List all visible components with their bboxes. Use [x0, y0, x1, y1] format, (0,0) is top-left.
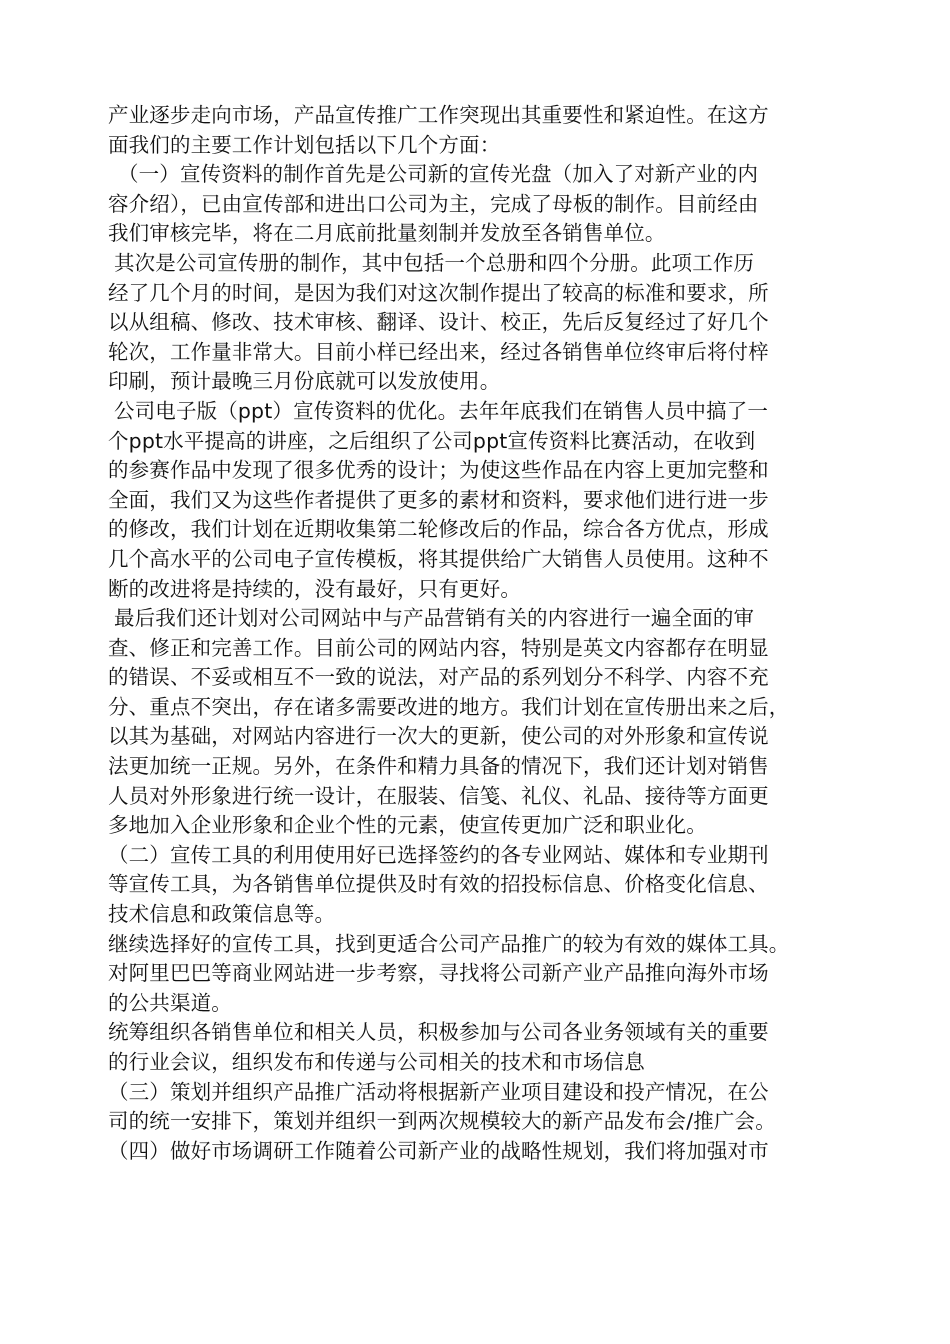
- text-line: 经了几个月的时间，是因为我们对这次制作提出了较高的标准和要求，所: [108, 280, 769, 305]
- text-line: 技术信息和政策信息等。: [108, 902, 336, 927]
- text-line: 的修改，我们计划在近期收集第二轮修改后的作品，综合各方优点，形成: [108, 517, 769, 542]
- text-line: 其次是公司宣传册的制作，其中包括一个总册和四个分册。此项工作历: [114, 250, 755, 275]
- text-line: （二）宣传工具的利用使用好已选择签约的各专业网站、媒体和专业期刊: [108, 842, 769, 867]
- text-line: 司的统一安排下，策划并组织一到两次规模较大的新产品发布会/推广会。: [108, 1109, 776, 1134]
- text-line: 的公共渠道。: [108, 990, 232, 1015]
- text-line: 查、修正和完善工作。目前公司的网站内容，特别是英文内容都存在明显: [108, 635, 769, 660]
- text-line: 产业逐步走向市场，产品宣传推广工作突现出其重要性和紧迫性。在这方: [108, 103, 769, 127]
- text-line: 断的改进将是持续的，没有最好，只有更好。: [108, 576, 521, 601]
- text-line: 人员对外形象进行统一设计，在服装、信笺、礼仪、礼品、接待等方面更: [108, 783, 769, 808]
- text-line: 的错误、不妥或相互不一致的说法，对产品的系列划分不科学、内容不充: [108, 665, 769, 690]
- text-line: 分、重点不突出，存在诸多需要改进的地方。我们计划在宣传册出来之后，: [108, 694, 790, 719]
- text-line: （四）做好市场调研工作随着公司新产业的战略性规划，我们将加强对市: [108, 1138, 769, 1163]
- text-line: 等宣传工具，为各销售单位提供及时有效的招投标信息、价格变化信息、: [108, 872, 769, 897]
- text-line: 最后我们还计划对公司网站中与产品营销有关的内容进行一遍全面的审: [114, 606, 755, 631]
- text-line: 我们审核完毕，将在二月底前批量刻制并发放至各销售单位。: [108, 221, 666, 246]
- text-line: 多地加入企业形象和企业个性的元素，使宣传更加广泛和职业化。: [108, 813, 707, 838]
- text-line: 的参赛作品中发现了很多优秀的设计；为使这些作品在内容上更加完整和: [108, 458, 769, 483]
- text-line: 以从组稿、修改、技术审核、翻译、设计、校正，先后反复经过了好几个: [108, 310, 769, 335]
- document-body: [108, 101, 868, 1166]
- text-line: 轮次，工作量非常大。目前小样已经出来，经过各销售单位终审后将付梓: [108, 339, 769, 364]
- text-line: 以其为基础，对网站内容进行一次大的更新，使公司的对外形象和宣传说: [108, 724, 769, 749]
- text-line: 公司电子版（ppt）宣传资料的优化。去年年底我们在销售人员中搞了一: [114, 398, 769, 423]
- text-line: （三）策划并组织产品推广活动将根据新产业项目建设和投产情况，在公: [108, 1079, 769, 1104]
- text-line: 面我们的主要工作计划包括以下几个方面：: [108, 132, 501, 157]
- text-line: 全面，我们又为这些作者提供了更多的素材和资料，要求他们进行进一步: [108, 487, 769, 512]
- text-line: 对阿里巴巴等商业网站进一步考察，寻找将公司新产业产品推向海外市场: [108, 961, 769, 986]
- text-line: 几个高水平的公司电子宣传模板，将其提供给广大销售人员使用。这种不: [108, 546, 769, 571]
- text-line: 继续选择好的宣传工具，找到更适合公司产品推广的较为有效的媒体工具。: [108, 931, 790, 956]
- text-line: 统筹组织各销售单位和相关人员，积极参加与公司各业务领域有关的重要: [108, 1020, 769, 1045]
- text-line: 容介绍），已由宣传部和进出口公司为主，完成了母板的制作。目前经由: [108, 191, 759, 216]
- text-line: （一）宣传资料的制作首先是公司新的宣传光盘（加入了对新产业的内: [118, 162, 759, 187]
- text-line: 个ppt水平提高的讲座，之后组织了公司ppt宣传资料比赛活动，在收到: [108, 428, 756, 453]
- text-line: 的行业会议，组织发布和传递与公司相关的技术和市场信息: [108, 1050, 645, 1074]
- text-line: 印刷，预计最晚三月份底就可以发放使用。: [108, 369, 501, 394]
- text-line: 法更加统一正规。另外，在条件和精力具备的情况下，我们还计划对销售: [108, 754, 769, 779]
